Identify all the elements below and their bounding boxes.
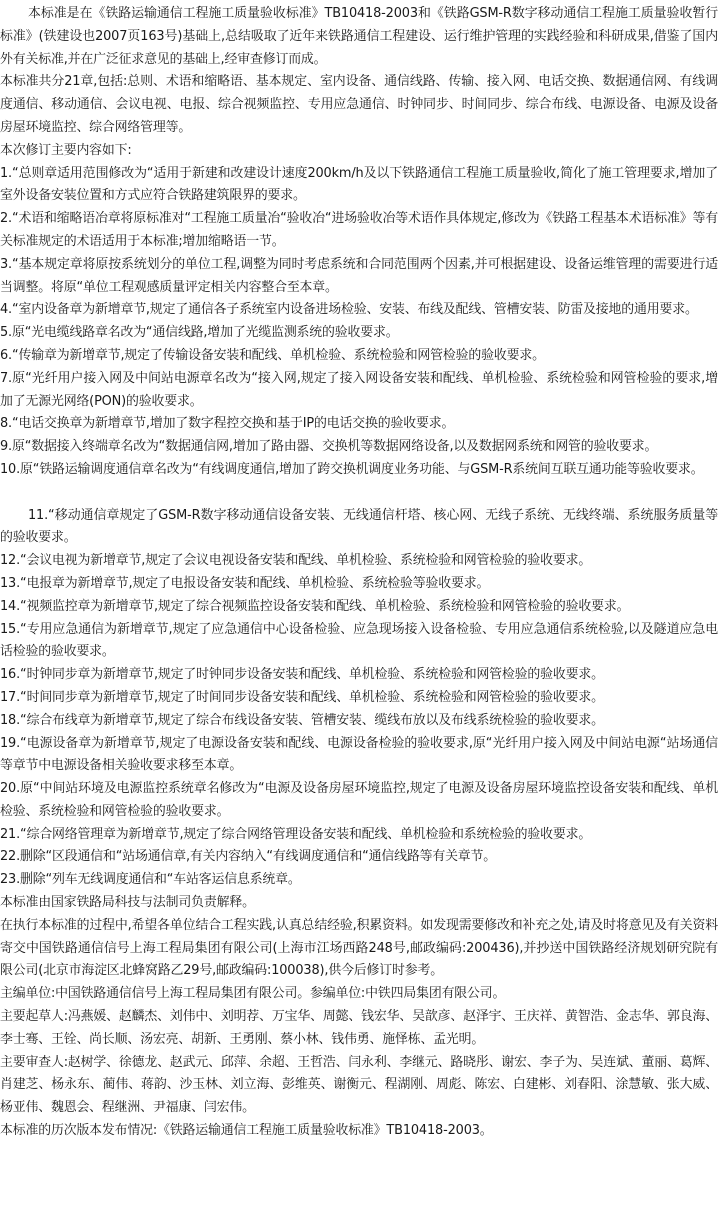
revision-item-22: 22.删除“区段通信和“站场通信章,有关内容纳入“有线调度通信和“通信线路等有关章节。 bbox=[0, 849, 497, 865]
revision-item-11: 11.“移动通信章规定了GSM-R数字移动通信设备安装、无线通信杆塔、核心网、无线子系统、无线终端、系统服务质量等的验收要求。 bbox=[0, 507, 718, 546]
intro-paragraph: 本标准是在《铁路运输通信工程施工质量验收标准》TB10418-2003和《铁路GSM-R数字移动通信工程施工质量验收暂行标准》(铁建设也2007页163号)基础上,总结吸取了近年来铁路通信工程建设、运行维护管理的实践经验和科研成果,借鉴了国内外有关标准,并在广泛征求意见的基础上,经审查修订而成。 bbox=[0, 6, 718, 67]
editing-units: 主编单位:中国铁路通信信号上海工程局集团有限公司。参编单位:中铁四局集团有限公司。 bbox=[0, 986, 506, 1002]
revision-heading: 本次修订主要内容如下: bbox=[0, 142, 132, 158]
revision-item-8: 8.“电话交换章为新增章节,增加了数字程控交换和基于IP的电话交换的验收要求。 bbox=[0, 416, 455, 432]
revision-item-18: 18.“综合布线章为新增章节,规定了综合布线设备安装、管槽安装、缆线布放以及布线系统检验的验收要求。 bbox=[0, 712, 604, 728]
revision-item-12: 12.“会议电视为新增章节,规定了会议电视设备安装和配线、单机检验、系统检验和网管检验的验收要求。 bbox=[0, 553, 592, 569]
revision-item-9: 9.原“数据接入终端章名改为“数据通信网,增加了路由器、交换机等数据网络设备,以及数据网系统和网管的验收要求。 bbox=[0, 439, 658, 455]
blank-line bbox=[0, 482, 718, 505]
main-reviewers: 主要审查人:赵树学、徐德龙、赵武元、邱萍、余超、王哲浩、闫永利、李继元、路晓彤、谢宏、李子为、吴连斌、董丽、葛辉、肖建芝、杨永东、蔺伟、蒋韵、沙玉林、刘立海、彭维英、谢衡元、程湖刚、周彪、陈宏、白建彬、刘春阳、涂慧敏、张大威、杨亚伟、魏恩会、程继洲、尹福康、闫宏伟。 bbox=[0, 1054, 718, 1116]
revision-item-23: 23.删除“列车无线调度通信和“车站客运信息系统章。 bbox=[0, 872, 301, 888]
revision-item-6: 6.“传输章为新增章节,规定了传输设备安装和配线、单机检验、系统检验和网管检验的验收要求。 bbox=[0, 347, 545, 363]
version-history: 本标准的历次版本发布情况:《铁路运输通信工程施工质量验收标准》TB10418-2003。 bbox=[0, 1123, 493, 1139]
revision-item-15: 15.“专用应急通信为新增章节,规定了应急通信中心设备检验、应急现场接入设备检验、专用应急通信系统检验,以及隧道应急电话检验的验收要求。 bbox=[0, 621, 718, 660]
revision-item-20: 20.原“中间站环境及电源监控系统章名修改为“电源及设备房屋环境监控,规定了电源及设备房屋环境监控设备安装和配线、单机检验、系统检验和网管检验的验收要求。 bbox=[0, 781, 718, 819]
revision-item-5: 5.原“光电缆线路章名改为“通信线路,增加了光缆监测系统的验收要求。 bbox=[0, 325, 399, 341]
revision-item-3: 3.“基本规定章将原按系统划分的单位工程,调整为同时考虑系统和合同范围两个因素,并可根据建设、设备运维管理的需要进行适当调整。将原“单位工程观感质量评定相关内容整合至本章。 bbox=[0, 256, 718, 295]
revision-item-17: 17.“时间同步章为新增章节,规定了时间同步设备安装和配线、单机检验、系统检验和网管检验的验收要求。 bbox=[0, 689, 604, 705]
revision-item-16: 16.“时钟同步章为新增章节,规定了时钟同步设备安装和配线、单机检验、系统检验和网管检验的验收要求。 bbox=[0, 667, 604, 683]
revision-item-10: 10.原“铁路运输调度通信章名改为“有线调度通信,增加了跨交换机调度业务功能、与GSM-R系统间互联互通功能等验收要求。 bbox=[0, 461, 704, 477]
revision-item-21: 21.“综合网络管理章为新增章节,规定了综合网络管理设备安装和配线、单机检验和系统检验的验收要求。 bbox=[0, 826, 592, 842]
feedback-note: 在执行本标准的过程中,希望各单位结合工程实践,认真总结经验,积累资料。如发现需要修改和补充之处,请及时将意见及有关资料寄交中国铁路通信信号上海工程局集团有限公司(上海市江场西路248号,邮政编码:200436),并抄送中国铁路经济规划研究院有限公司(北京市海淀区北蜂窝路乙29号,邮政编码:100038),供今后修订时参考。 bbox=[0, 917, 718, 979]
interpretation-note: 本标准由国家铁路局科技与法制司负责解释。 bbox=[0, 895, 255, 911]
revision-item-19: 19.“电源设备章为新增章节,规定了电源设备安装和配线、电源设备检验的验收要求,原“光纤用户接入网及中间站电源“站场通信等章节中电源设备相关验收要求移至本章。 bbox=[0, 735, 718, 774]
revision-item-7: 7.原“光纤用户接入网及中间站电源章名改为“接入网,规定了接入网设备安装和配线、单机检验、系统检验和网管检验的要求,增加了无源光网络(PON)的验收要求。 bbox=[0, 370, 718, 409]
revision-item-1: 1.“总则章适用范围修改为“适用于新建和改建设计速度200km/h及以下铁路通信工程施工质量验收,简化了施工管理要求,增加了室外设备安装位置和方式应符合铁路建筑限界的要求。 bbox=[0, 165, 718, 204]
main-drafters: 主要起草人:冯燕媛、赵麟杰、刘伟中、刘明荐、万宝华、周懿、钱宏华、吴歆彦、赵泽宇、王庆祥、黄智浩、金志华、郭良海、李士骞、王铨、尚长顺、汤宏亮、胡新、王勇刚、蔡小林、钱伟勇、施怿栋、孟光明。 bbox=[0, 1009, 718, 1047]
revision-item-4: 4.“室内设备章为新增章节,规定了通信各子系统室内设备进场检验、安装、布线及配线、管槽安装、防雷及接地的通用要求。 bbox=[0, 302, 698, 318]
scope-paragraph: 本标准共分21章,包括:总则、术语和缩略语、基本规定、室内设备、通信线路、传输、接入网、电话交换、数据通信网、有线调度通信、移动通信、会议电视、电报、综合视频监控、专用应急通信、时钟同步、时间同步、综合布线、电源设备、电源及设备房屋环境监控、综合网络管理等。 bbox=[0, 74, 718, 135]
revision-item-14: 14.“视频监控章为新增章节,规定了综合视频监控设备安装和配线、单机检验、系统检验和网管检验的验收要求。 bbox=[0, 598, 630, 614]
revision-item-2: 2.“术语和缩略语冶章将原标准对“工程施工质量冶“验收冶“进场验收冶等术语作具体规定,修改为《铁路工程基本术语标准》等有关标准规定的术语适用于本标准;增加缩略语一节。 bbox=[0, 211, 718, 249]
revision-item-13: 13.“电报章为新增章节,规定了电报设备安装和配线、单机检验、系统检验等验收要求。 bbox=[0, 575, 490, 591]
